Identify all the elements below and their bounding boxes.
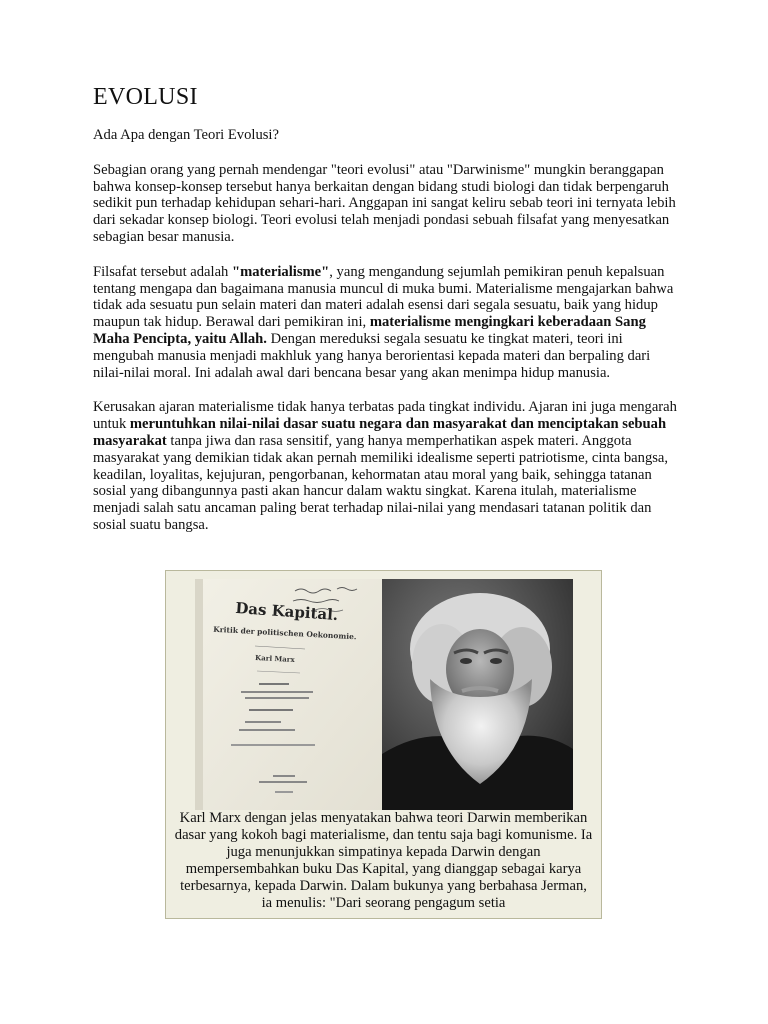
paragraph-2-text-c: , yang mengandung sejumlah pemikiran penuh kepalsuan tentang mengapa dan bagaimana manusia muncul di muka bumi. Materialisme mengajarkan bahwa tidak ada sesuatu pun selain materi dan materi adalah esensi dari segala sesuatu, baik yang hidup maupun tak hidup. Berawal dari pemikiran ini, <box>93 263 674 331</box>
book-subtitle-text: Kritik der politischen Oekonomie. <box>212 624 357 642</box>
paragraph-3-text-c: tanpa jiwa dan rasa sensitif, yang hanya memperhatikan aspek materi. Anggota masyarakat yang demikian tidak akan pernah memiliki idealisme seperti patriotisme, cinta bangsa, keadilan, loyalitas, kejujuran, pengorbanan, kehormatan atau moral yang baik, sehingga tatanan sosial yang dibangunnya pasti akan hancur dalam waktu singkat. Karena itulah, materialisme menjadi salah satu ancaman paling berat terhadap nilai-nilai yang mendasari tatanan politik dan sosial suatu bangsa. <box>93 432 669 533</box>
paragraph-2-bold-claim: materialisme mengingkari keberadaan Sang Maha Pencipta, yaitu Allah. <box>93 314 646 347</box>
book-author-text: Karl Marx <box>254 652 295 665</box>
article-body <box>93 84 683 552</box>
book-title-text: Das Kapital. <box>234 598 339 625</box>
paragraph-2-text-e: Dengan mereduksi segala sesuatu ke tingkat materi, teori ini mengubah manusia menjadi makhluk yang hanya berorientasi kepada materi dan berpaling dari nilai-nilai moral. Ini adalah awal dari bencana besar yang akan menimpa hidup manusia. <box>93 330 651 381</box>
paragraph-2-bold-materialisme: "materialisme" <box>232 263 330 280</box>
figure-caption: Karl Marx dengan jelas menyatakan bahwa teori Darwin memberikan dasar yang kokoh bagi materialisme, dan tentu saja bagi komunisme. Ia juga menunjukkan simpatinya kepada Darwin dengan mempersembahkan buku Das Kapital, yang dianggap sebagai karya terbesarnya, kepada Darwin. Dalam bukunya yang berbahasa Jerman, ia menulis: "Dari seorang pengagum setia <box>174 810 593 911</box>
figure-box <box>165 570 602 919</box>
page-title: EVOLUSI <box>93 84 198 110</box>
paragraph-2-text-a: Filsafat tersebut adalah <box>93 263 232 280</box>
paragraph-2 <box>93 264 683 382</box>
paragraph-3-text-a: Kerusakan ajaran materialisme tidak hanya terbatas pada tingkat individu. Ajaran ini juga mengarah untuk <box>93 399 677 433</box>
paragraph-1: Sebagian orang yang pernah mendengar "teori evolusi" atau "Darwinisme" mungkin beranggapan bahwa konsep-konsep tersebut hanya berkaitan dengan bidang studi biologi dan tidak berpengaruh sedikit pun terhadap kehidupan sehari-hari. Anggapan ini sangat keliru sebab teori ini ternyata lebih dari sekadar konsep biologi. Teori evolusi telah menjadi pondasi sebuah filsafat yang menyesatkan sebagian besar manusia. <box>93 161 676 245</box>
das-kapital-title-page-image <box>195 579 382 810</box>
karl-marx-portrait-image <box>382 579 573 810</box>
subtitle: Ada Apa dengan Teori Evolusi? <box>93 127 279 143</box>
paragraph-3 <box>93 399 683 533</box>
paragraph-3-bold-claim: meruntuhkan nilai-nilai dasar suatu negara dan masyarakat dan menciptakan sebuah masyarakat <box>93 416 667 449</box>
